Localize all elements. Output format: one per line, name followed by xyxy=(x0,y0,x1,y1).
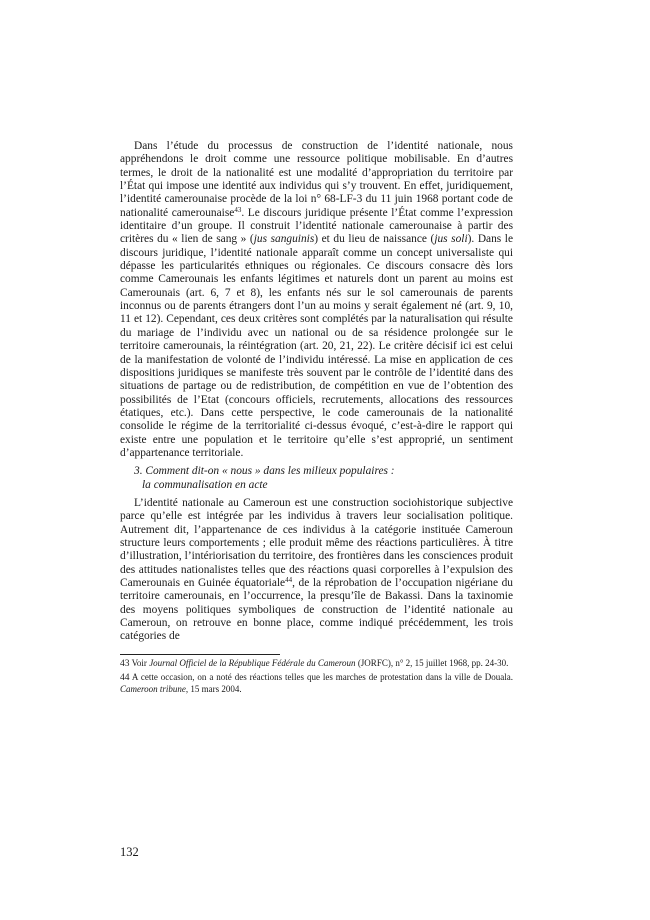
paragraph-nationality-law: Dans l’étude du processus de construction de l’identité nationale, nous appréhendons le droit comme une ressource politique mobilisable. En d’autres termes, le droit de la nationalité est une modalité d’appropriation du territoire par l’État qui impose une identité aux individus qui s’y trouvent. En effet, juridiquement, l’identité camerounaise procède de la loi n° 68-LF-3 du 11 juin 1968 portant code de nationalité camerounaise$^{43}$. Le discours juridique présente l’État comme l’expression identitaire d’un groupe. Il construit l’identité nationale camerounaise à partir des critères du « lien de sang » (jus sanguinis) et du lieu de naissance (jus soli). Dans le discours juridique, l’identité nationale apparaît comme un concept universaliste qui dépasse les particularités ethniques ou régionales. Ce discours consacre dès lors comme Camerounais les enfants légitimes et naturels dont un parent au moins est Camerounais (art. 6, 7 et 8), les enfants nés sur le sol camerounais de parents inconnus ou de parents étrangers dont l’un au moins y serait également né (art. 9, 10, 11 et 12). Cependant, ces deux critères sont complétés par la naturalisation qui résulte du mariage de l’individu avec un national ou de sa résidence prolongée sur le territoire camerounais, la réintégration (art. 20, 21, 22). Le critère décisif ici est celui de la manifestation de volonté de l’individu intéressé. La mise en application de ces dispositions juridiques se manifeste très souvent par le contrôle de l’identité dans des situations de partage ou de redistribution, de compétition en vue de l’obtention des possibilités de l’Etat (concours officiels, recrutements, allocations des ressources étatiques, etc.). Dans cette perspective, le code camerounais de la nationalité consolide le régime de la territorialité ci-dessus évoqué, c’est-à-dire le rapport qui existe entre une population et le territoire qu’elle s’est approprié, un sentiment d’appartenance territoriale. xyxy=(120,140,514,459)
footnote-separator xyxy=(120,654,280,655)
page-body xyxy=(120,140,513,697)
paragraph-national-identity: L’identité nationale au Cameroun est une construction sociohistorique subjective parce qu’elle est intégrée par les individus à travers leur socialisation politique. Autrement dit, l’appartenance de ces individus à la catégorie instituée Cameroun structure leurs comportements ; elle produit même des réactions particulières. À titre d’illustration, l’intériorisation du territoire, des frontières dans les consciences produit des attitudes nationalistes telles que des réactions quasi corporelles à l’expulsion des Camerounais en Guinée équatoriale$^{44}$, de la réprobation de l’occupation nigériane du territoire camerounais, en l’occurrence, la presqu’île de Bakassi. Dans la taxinomie des moyens politiques symboliques de construction de l’identité nationale au Cameroun, on retrouve en bonne place, comme indiqué précédemment, les trois catégories de xyxy=(120,496,513,643)
footnote-ref-44[interactable]: 44 xyxy=(285,576,293,584)
footnote-43: 43 Voir Journal Officiel de la République Fédérale du Cameroun (JORFC), n° 2, 15 juillet 1968, pp. 24-30. xyxy=(120,657,509,669)
footnote-ref-43[interactable]: 43 xyxy=(234,205,242,214)
page-number: 132 xyxy=(120,845,139,859)
section-heading: 3. Comment dit-on « nous » dans les milieux populaires : la communalisation en acte xyxy=(134,465,395,491)
footnote-44: 44 A cette occasion, on a noté des réactions telles que les marches de protestation dans la ville de Douala. Cameroon tribune, 15 mars 2004. xyxy=(120,671,513,694)
